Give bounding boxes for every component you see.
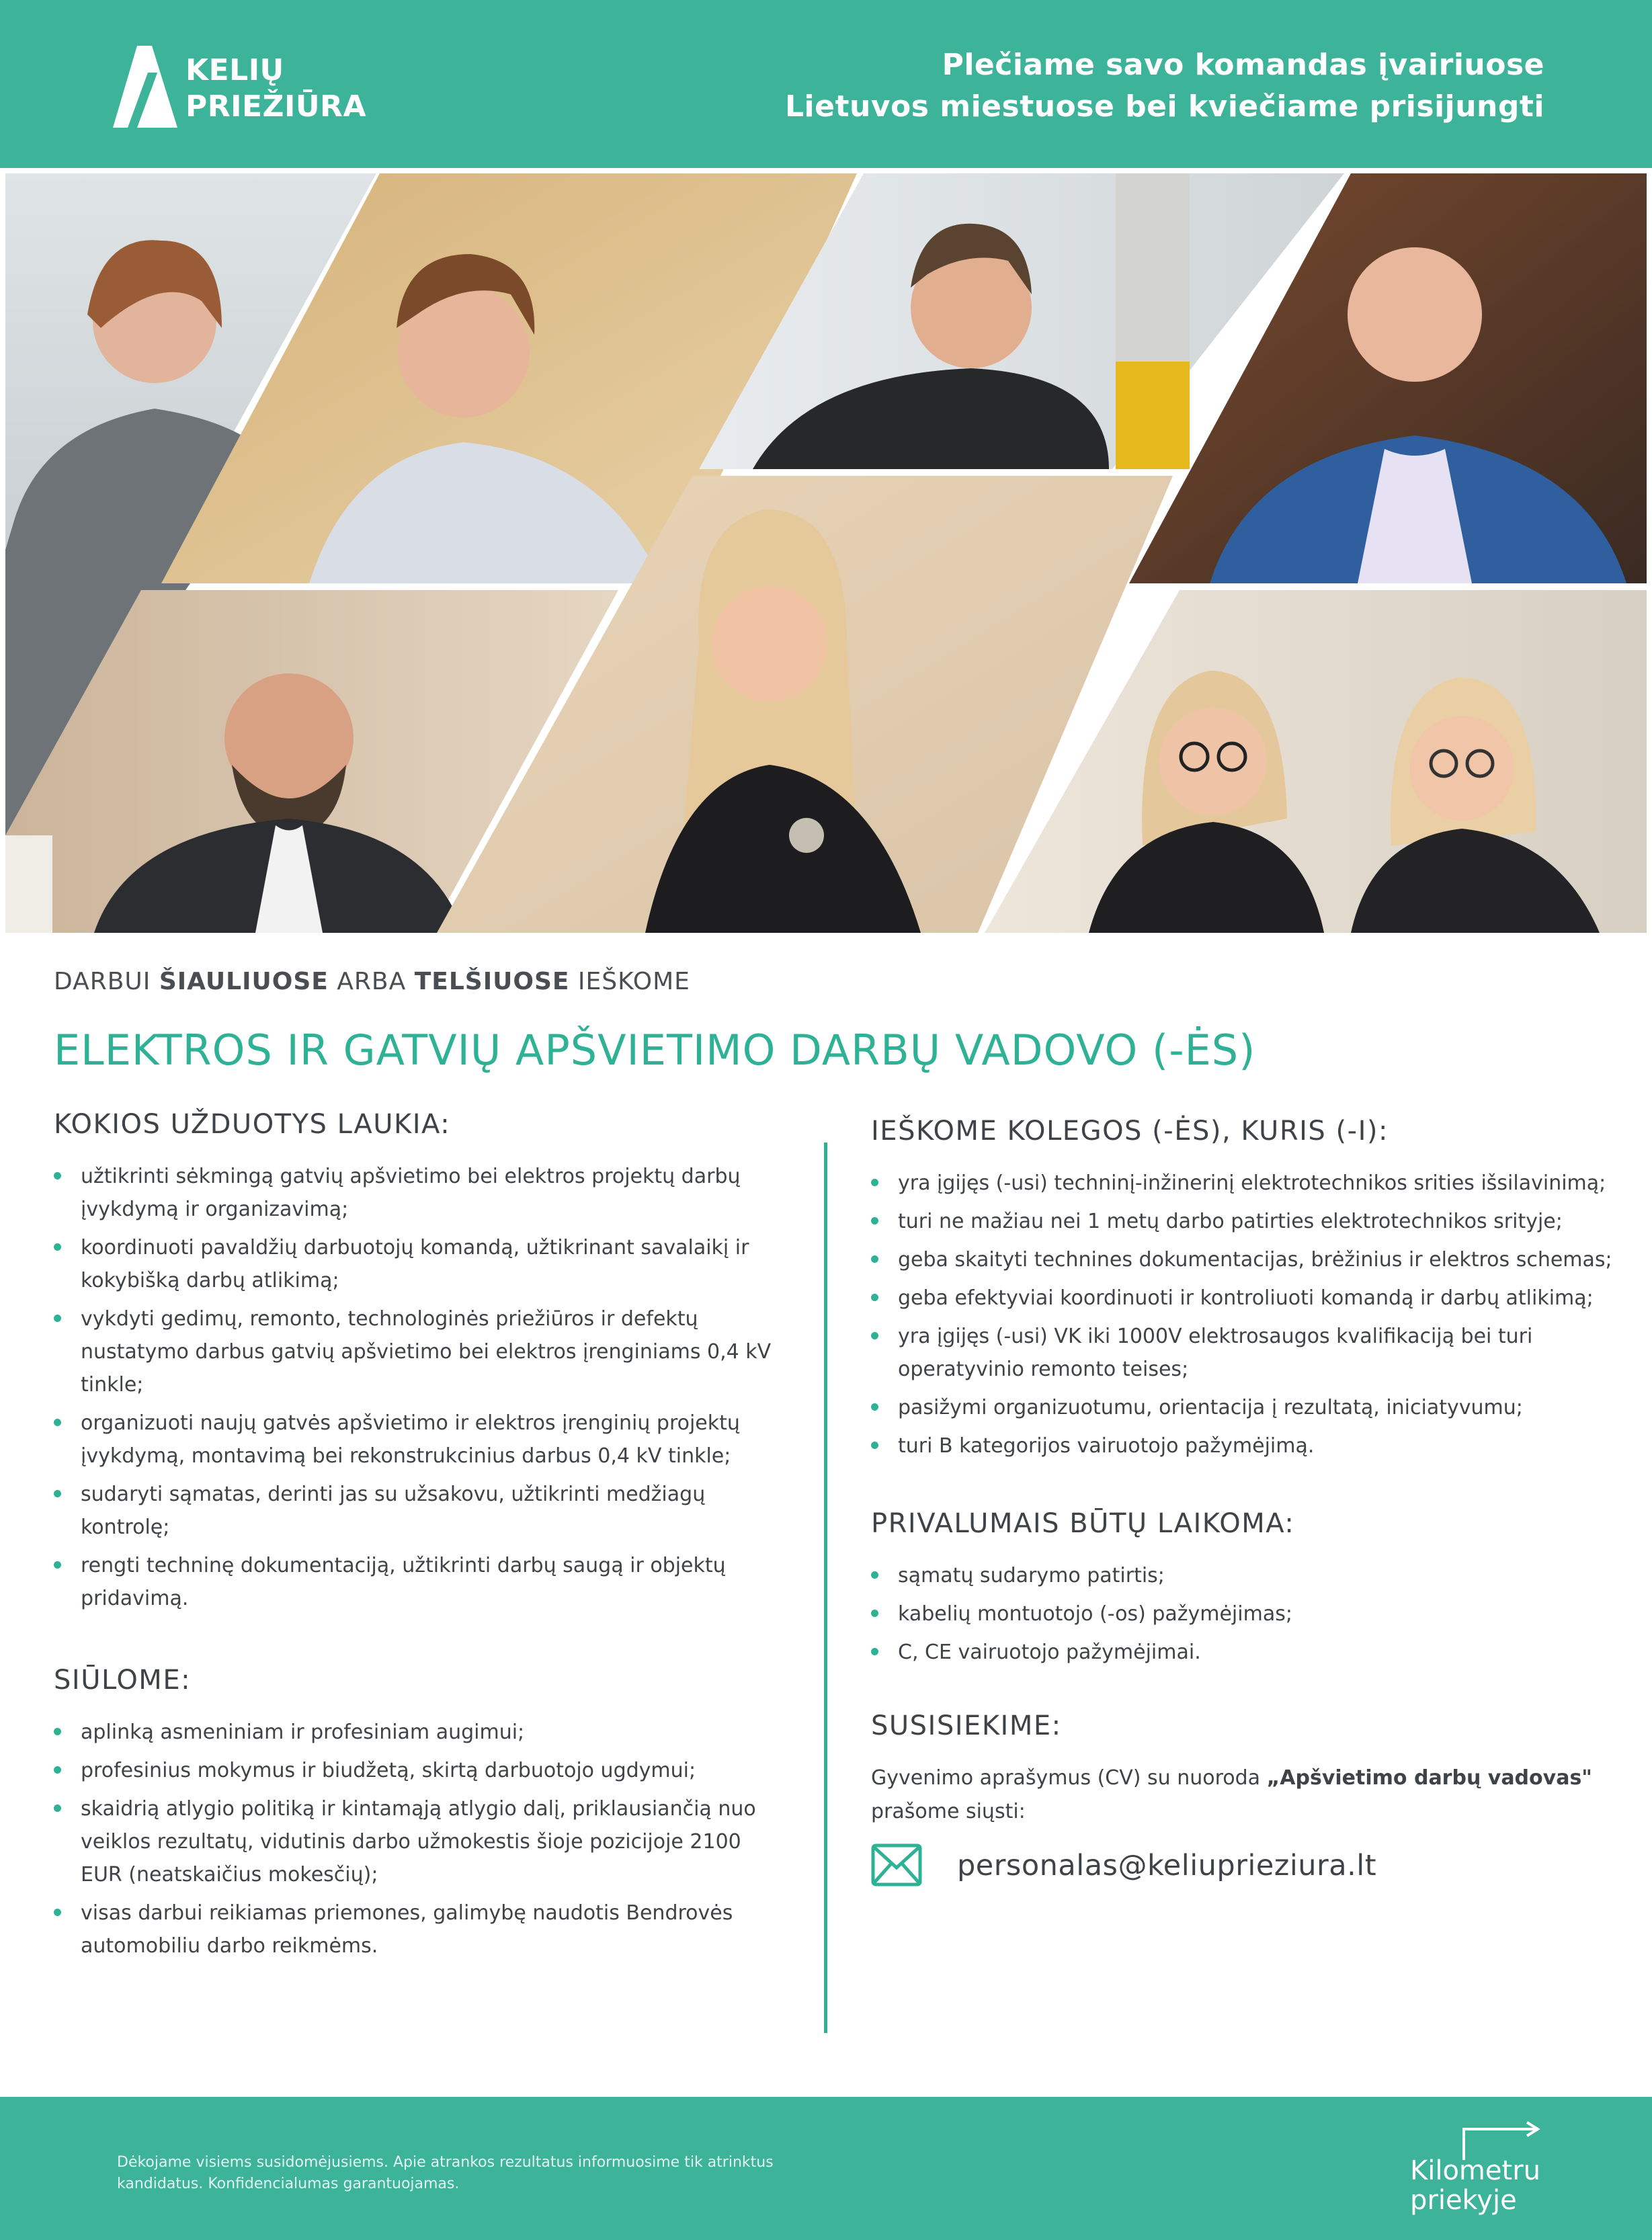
list-item: rengti techninę dokumentaciją, užtikrinti darbų saugą ir objektų pridavimą.	[54, 1549, 780, 1615]
column-divider	[824, 1143, 827, 2033]
contact-text-suffix: prašome siųsti:	[871, 1800, 1026, 1823]
list-item: sąmatų sudarymo patirtis;	[871, 1559, 1624, 1592]
slogan-line2: priekyje	[1410, 2185, 1517, 2216]
slogan-line1: Kilometru	[1410, 2155, 1540, 2186]
list-item: C, CE vairuotojo pažymėjimai.	[871, 1636, 1624, 1669]
list-item: kabelių montuotojo (-os) pažymėjimas;	[871, 1598, 1624, 1630]
tagline-line1: Plečiame savo komandas įvairiuose	[942, 48, 1544, 82]
subtitle-middle: ARBA	[328, 968, 415, 995]
right-column	[871, 1116, 1624, 1896]
left-column	[54, 1109, 780, 1968]
tagline-line2: Lietuvos miestuose bei kviečiame prisijungti	[785, 89, 1544, 124]
list-item: vykdyti gedimų, remonto, technologinės priežiūros ir defektų nustatymo darbus gatvių apšvietimo bei elektros įrenginiams 0,4 kV tinkle;	[54, 1302, 780, 1401]
list-item: profesinius mokymus ir biudžetą, skirtą darbuotojo ugdymui;	[54, 1754, 780, 1787]
list-item: sudaryti sąmatas, derinti jas su užsakovu, užtikrinti medžiagų kontrolę;	[54, 1478, 780, 1544]
contact-heading: SUSISIEKIME:	[871, 1710, 1062, 1741]
city-siauliai: ŠIAULIUOSE	[159, 968, 329, 995]
advantages-heading: PRIVALUMAIS BŪTŲ LAIKOMA:	[871, 1508, 1295, 1539]
advantages-list	[871, 1559, 1624, 1669]
offer-list	[54, 1716, 780, 1962]
list-item: aplinką asmeniniam ir profesiniam augimui;	[54, 1716, 780, 1749]
list-item: yra įgijęs (-usi) techninį-inžinerinį elektrotechnikos srities išsilavinimą;	[871, 1167, 1624, 1200]
list-item: koordinuoti pavaldžių darbuotojų komandą, užtikrinant savalaikį ir kokybišką darbų atlikimą;	[54, 1231, 780, 1297]
header-banner	[0, 0, 1652, 168]
footer-disclaimer: Dėkojame visiems susidomėjusiems. Apie atrankos rezultatus informuosime tik atrinktus kandidatus. Konfidencialumas garantuojamas.	[117, 2154, 774, 2192]
company-logo[interactable]	[113, 46, 366, 133]
contact-instructions	[871, 1761, 1624, 1829]
subtitle-prefix: DARBUI	[54, 968, 159, 995]
slogan-logo	[1410, 2121, 1544, 2222]
footer-banner	[0, 2097, 1652, 2240]
team-photo-collage	[0, 173, 1652, 933]
tasks-list	[54, 1160, 780, 1615]
email-row[interactable]	[871, 1842, 1624, 1896]
requirements-heading: IEŠKOME KOLEGOS (-ĖS), KURIS (-I):	[871, 1116, 1389, 1147]
city-telsiai: TELŠIUOSE	[414, 968, 570, 995]
envelope-icon	[871, 1843, 922, 1886]
list-item: užtikrinti sėkmingą gatvių apšvietimo bei elektros projektų darbų įvykdymą ir organizavimą;	[54, 1160, 780, 1226]
list-item: turi B kategorijos vairuotojo pažymėjimą.	[871, 1429, 1624, 1462]
list-item: organizuoti naujų gatvės apšvietimo ir elektros įrenginių projektų įvykdymą, montavimą bei rekonstrukcinius darbus 0,4 kV tinkle;	[54, 1407, 780, 1472]
job-location-line	[54, 968, 690, 995]
email-link[interactable]: personalas@keliuprieziura.lt	[957, 1849, 1377, 1882]
tasks-heading: KOKIOS UŽDUOTYS LAUKIA:	[54, 1109, 451, 1140]
job-title: ELEKTROS IR GATVIŲ APŠVIETIMO DARBŲ VADOVO (-ĖS)	[54, 1026, 1256, 1075]
list-item: geba skaityti technines dokumentacijas, brėžinius ir elektros schemas;	[871, 1243, 1624, 1276]
list-item: turi ne mažiau nei 1 metų darbo patirties elektrotechnikos srityje;	[871, 1205, 1624, 1238]
list-item: yra įgijęs (-usi) VK iki 1000V elektrosaugos kvalifikaciją bei turi operatyvinio remonto teises;	[871, 1320, 1624, 1386]
list-item: visas darbui reikiamas priemones, galimybę naudotis Bendrovės automobiliu darbo reikmėms.	[54, 1897, 780, 1962]
contact-text-prefix: Gyvenimo aprašymus (CV) su nuoroda	[871, 1766, 1267, 1790]
logo-line1: KELIŲ	[185, 53, 284, 87]
logo-line2: PRIEŽIŪRA	[185, 89, 366, 124]
header-tagline	[785, 44, 1544, 128]
contact-reference: „Apšvietimo darbų vadovas"	[1266, 1766, 1592, 1790]
list-item: geba efektyviai koordinuoti ir kontroliuoti komandą ir darbų atlikimą;	[871, 1282, 1624, 1315]
logo-mark-icon	[113, 46, 177, 128]
list-item: skaidrią atlygio politiką ir kintamąją atlygio dalį, priklausiančią nuo veiklos rezultatų, vidutinis darbo užmokestis šioje pozicijoje 2100 EUR (neatskaičius mokesčių);	[54, 1792, 780, 1891]
requirements-list	[871, 1167, 1624, 1462]
subtitle-suffix: IEŠKOME	[569, 968, 690, 995]
list-item: pasižymi organizuotumu, orientacija į rezultatą, iniciatyvumu;	[871, 1391, 1624, 1424]
offer-heading: SIŪLOME:	[54, 1665, 192, 1696]
